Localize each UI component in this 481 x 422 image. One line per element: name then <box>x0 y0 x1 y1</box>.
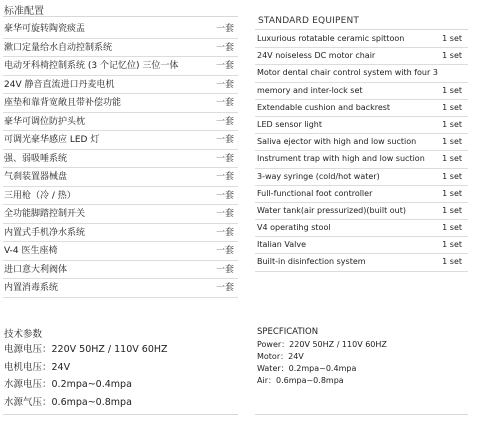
spec-line: Power：220V 50HZ / 110V 60HZ <box>257 340 387 349</box>
equipment-name: Full-functional foot controller <box>257 188 373 198</box>
equipment-name: Water tank(air pressurized)(built out) <box>257 205 406 215</box>
equipment-name: 电动牙科椅控制系统 (3 个记忆位) 三位一体 <box>4 61 179 71</box>
equipment-row <box>255 134 468 151</box>
equipment-qty: 一套 <box>215 283 234 293</box>
equipment-name: 强、弱吸唾系统 <box>4 153 68 164</box>
en-specs-title: SPECFICATION <box>257 327 319 337</box>
spec-line: Water：0.2mpa~0.4mpa <box>257 364 357 373</box>
equipment-name: 内置式手机净水系统 <box>4 227 86 238</box>
equipment-name: LED sensor light <box>257 119 322 129</box>
equipment-row <box>255 31 468 48</box>
equipment-row <box>3 150 238 169</box>
equipment-qty: 一套 <box>215 227 234 238</box>
en-title-divider <box>255 29 468 30</box>
equipment-qty: 一套 <box>215 61 234 71</box>
spec-line: Motor：24V <box>257 352 304 361</box>
equipment-qty: 1 set <box>442 223 462 233</box>
en-section-title: STANDARD EQUIPENT <box>258 16 360 26</box>
spec-line: 水源电压：0.2mpa~0.4mpa <box>4 379 132 390</box>
equipment-qty: 一套 <box>215 153 234 164</box>
equipment-qty: 1 set <box>442 51 462 61</box>
equipment-row <box>255 65 468 82</box>
equipment-name: 座垫和靠背宽敞且带补偿功能 <box>4 98 122 108</box>
equipment-row <box>255 83 468 100</box>
equipment-qty: 1 set <box>442 137 462 147</box>
equipment-qty: 1 set <box>442 257 462 267</box>
equipment-qty: 一套 <box>215 24 234 34</box>
spec-line: 电源电压：220V 50HZ / 110V 60HZ <box>4 344 168 355</box>
equipment-name: Instrument trap with high and low suction <box>257 154 425 164</box>
equipment-name: 内置消毒系统 <box>4 283 59 293</box>
en-bottom-divider <box>255 414 468 415</box>
equipment-qty: 1 set <box>442 205 462 215</box>
equipment-row <box>255 100 468 117</box>
cn-bottom-divider <box>3 414 238 415</box>
equipment-row <box>3 279 238 298</box>
equipment-row <box>255 237 468 254</box>
equipment-qty: 一套 <box>215 209 234 219</box>
equipment-name: 可调光豪华感应 LED 灯 <box>4 135 100 145</box>
equipment-row <box>3 131 238 150</box>
en-equipment-list <box>255 31 468 272</box>
equipment-qty: 一套 <box>215 116 234 127</box>
equipment-row <box>255 151 468 168</box>
equipment-row <box>3 187 238 206</box>
equipment-name: 豪华可调位防护头枕 <box>4 116 86 127</box>
equipment-name: Saliva ejector with high and low suction <box>257 137 417 147</box>
equipment-qty: 一套 <box>215 246 234 256</box>
equipment-qty: 一套 <box>215 264 234 275</box>
equipment-row <box>255 48 468 65</box>
equipment-row <box>255 117 468 134</box>
en-specs-list <box>257 339 387 387</box>
equipment-name: Motor dental chair control system with four 3 <box>257 68 438 78</box>
equipment-qty: 一套 <box>215 190 234 201</box>
equipment-row <box>3 224 238 243</box>
equipment-qty: 1 set <box>442 34 462 43</box>
equipment-qty: 1 set <box>442 85 462 95</box>
equipment-name: V4 operatihg stool <box>257 223 331 233</box>
equipment-qty: 一套 <box>215 98 234 108</box>
equipment-row <box>255 186 468 203</box>
equipment-qty: 1 set <box>442 119 462 129</box>
spec-line: 电机电压：24V <box>4 361 71 373</box>
spec-line: Air：0.6mpa~0.8mpa <box>257 376 344 385</box>
equipment-name: memory and inter-lock set <box>257 85 363 95</box>
equipment-qty: 一套 <box>215 42 234 53</box>
equipment-name: V-4 医生座椅 <box>4 246 58 256</box>
equipment-qty: 1 set <box>442 240 462 250</box>
equipment-name: 豪华可旋转陶瓷痰盂 <box>4 24 86 34</box>
equipment-row <box>3 205 238 224</box>
equipment-qty: 一套 <box>215 135 234 145</box>
equipment-name: 24V 静音直流进口丹麦电机 <box>4 79 115 90</box>
equipment-qty: 一套 <box>215 79 234 90</box>
equipment-name: Built-in disinfection system <box>257 257 366 267</box>
equipment-row <box>3 39 238 58</box>
equipment-name: 气刹装置器械盘 <box>4 172 68 182</box>
cn-specs-list <box>4 341 168 411</box>
equipment-name: 3-way syringe (cold/hot water) <box>257 171 380 181</box>
equipment-row <box>3 20 238 39</box>
equipment-name: 三用枪（冷 / 热） <box>4 190 76 201</box>
equipment-name: Italian Valve <box>257 240 306 250</box>
equipment-name: 进口意大利阀体 <box>4 264 68 275</box>
equipment-row <box>3 261 238 280</box>
equipment-row <box>255 203 468 220</box>
equipment-name: 漱口定量给水自动控制系统 <box>4 42 113 53</box>
equipment-name: 全功能脚踏控制开关 <box>4 209 86 219</box>
cn-specs-title: 技术参数 <box>4 329 43 340</box>
equipment-qty: 一套 <box>215 172 234 182</box>
equipment-row <box>3 57 238 76</box>
cn-equipment-list <box>3 20 238 298</box>
equipment-row <box>255 220 468 237</box>
equipment-row <box>255 169 468 186</box>
cn-section-title: 标准配置 <box>4 6 44 17</box>
equipment-row <box>3 94 238 113</box>
spec-line: 水源气压：0.6mpa~0.8mpa <box>4 396 132 408</box>
equipment-row <box>3 168 238 187</box>
cn-title-divider <box>3 16 238 17</box>
equipment-qty: 1 set <box>442 154 462 164</box>
equipment-name: 24V noiseless DC motor chair <box>257 51 376 61</box>
equipment-row <box>3 242 238 261</box>
equipment-qty: 1 set <box>442 102 462 112</box>
equipment-name: Extendable cushion and backrest <box>257 102 391 112</box>
equipment-row <box>3 113 238 132</box>
equipment-qty: 1 set <box>442 171 462 181</box>
equipment-row <box>3 76 238 95</box>
equipment-row <box>255 254 468 271</box>
equipment-qty: 1 set <box>442 188 462 198</box>
equipment-name: Luxurious rotatable ceramic spittoon <box>257 34 405 43</box>
